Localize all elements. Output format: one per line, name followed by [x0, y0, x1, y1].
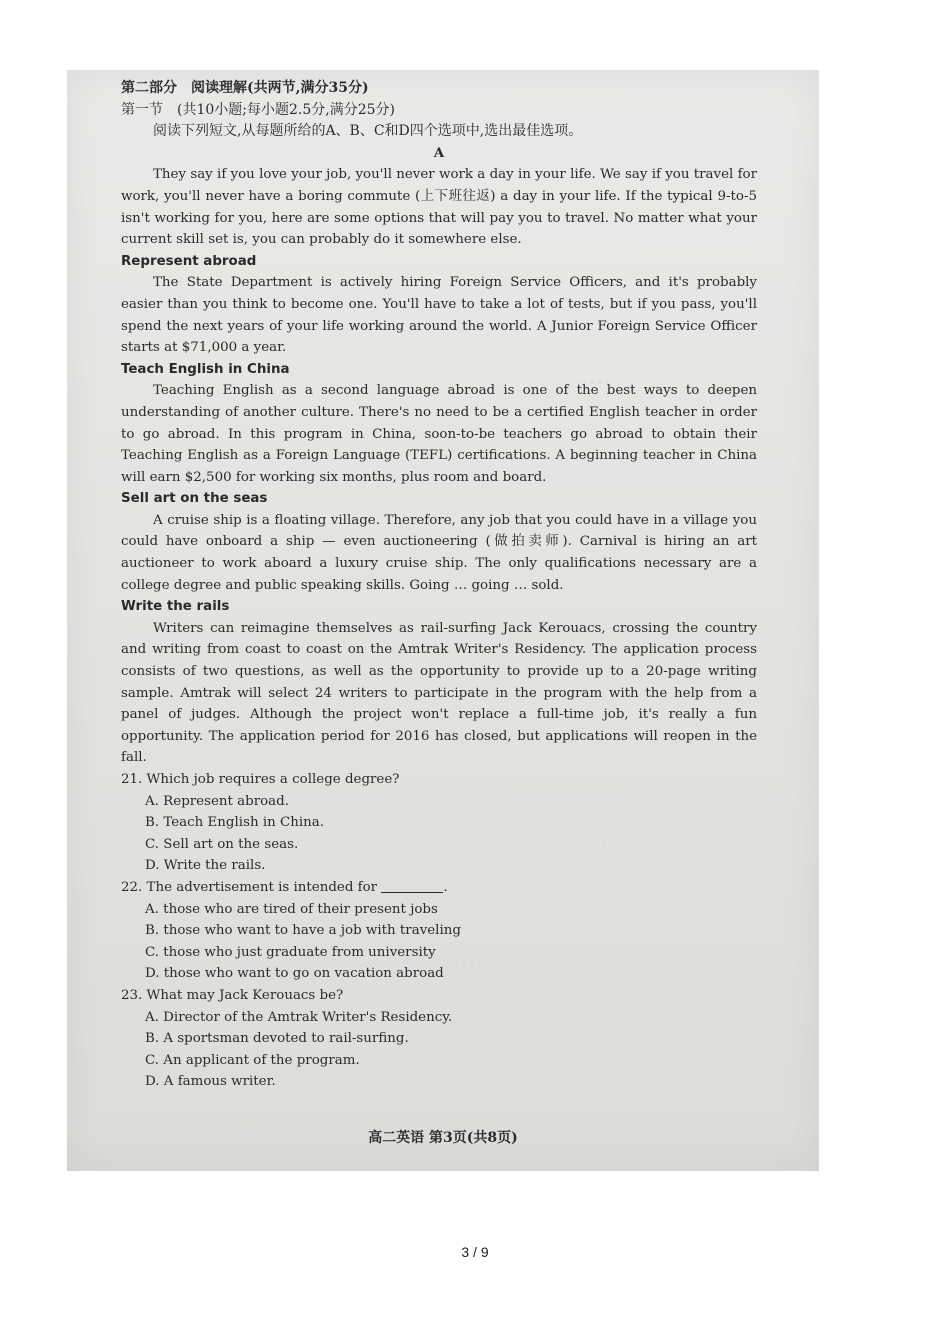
page-number: 3 / 9 [461, 1244, 489, 1260]
option-21c[interactable]: C. Sell art on the seas. [145, 836, 299, 852]
question-23: 23. What may Jack Kerouacs be? [121, 987, 344, 1003]
section-text-write: Writers can reimagine themselves as rail-surfing Jack Kerouacs, crossing the country and writing from coast to coast on the Amtrak Writer's Residency. The application process consists of two questions, as well as the opportunity to provide up to a 20-page writing sample. Amtrak will select 24 writers to participate in the program with the help from a panel of judges. Although the project won't replace a full-time job, it's really a fun opportunity. The application period for 2016 has closed, but applications will reopen in the fall. [121, 620, 757, 766]
passage-label: A [433, 144, 445, 161]
option-21b[interactable]: B. Teach English in China. [145, 815, 325, 831]
option-21d[interactable]: D. Write the rails. [145, 858, 266, 874]
section-heading-teach: Teach English in China [121, 361, 290, 377]
section-heading-sell: Sell art on the seas [121, 491, 268, 507]
option-23c[interactable]: C. An applicant of the program. [145, 1052, 360, 1068]
section-text-teach: Teaching English as a second language abroad is one of the best ways to deepen understanding of another culture. There's no need to be a certified English teacher in order to go abroad. In this program in China, soon-to-be teachers go abroad to obtain their Teaching English as a Foreign Language (TEFL) certifications. A beginning teacher in China will earn $2,500 for working six months, plus room and board. [121, 383, 757, 485]
option-22c[interactable]: C. those who just graduate from university [145, 944, 436, 960]
section-heading-represent: Represent abroad [121, 253, 257, 269]
question-22-end: . [443, 879, 448, 895]
scanned-page: . . . . . . . . . . . . . . . . . . . . . . . . . 第二部分 阅读理解(共两节,满分35分) 第一节 (共10小题;每小题2.5分,满分25分) 阅读下列短文,从每题所给的A、B、C和D四个选项中,选出最佳选项。 A They say if you love your job, you'll never work a day in your life. We say if you travel for work, you'll never have a boring commute (上下班往返) a day in your life. If the typical 9-to-5 isn't working for you, here are some options that will pay you to travel. No matter what your current skill set is, you can probably do it somewhere else. Represent abroad The State Department is actively hiring Foreign Service Officers, and it's probably easier than you think to become one. You'll have to take a lot of tests, but if you pass, you'll spend the next years of your life working around the world. A Junior Foreign Service Officer starts at $71,000 a year. Teach English in China Teaching English as a second language abroad is one of the best ways to deepen understanding of another culture. There's no need to be a certified English teacher in order to go abroad. In this program in China, soon-to-be teachers go abroad to obtain their Teaching English as a Foreign Language (TEFL) certifications. A beginning teacher in China will earn $2,500 for working six months, plus room and board. Sell art on the seas A cruise ship is a floating village. Therefore, any job that you could have in a village you could have onboard a ship — even auctioneering (做拍卖师). Carnival is hiring an art auctioneer to work aboard a luxury cruise ship. The only qualifications necessary are a college degree and public speaking skills. Going … going … sold. Write the rails Writers can reimagine themselves as rail-surfing Jack Kerouacs, crossing the country and writing from coast to coast on the Amtrak Writer's Residency. The application process consists of two questions, as well as the opportunity to provide up to a 20-page writing sample. Amtrak will select 24 writers to participate in the program with the help from a panel of judges. Although the project won't replace a full-time job, it's really a fun opportunity. The application period for 2016 has closed, but applications will reopen in the fall. 21. Which job requires a college degree? A. Represent abroad. B. Teach English in China. C. Sell art on the seas. D. Write the rails. 22. The advertisement is intended for . A. those who are tired of their present jobs B. those who want to have a job with traveling C. those who just graduate from university D. those who want to go on vacation abroad 23. What may Jack Kerouacs be? A. Director of the Amtrak Writer's Residency. B. A sportsman devoted to rail-surfing. C. An applicant of the program. D. A famous writer. 高二英语 第3页(共8页) [67, 70, 819, 1171]
question-21: 21. Which job requires a college degree? [121, 772, 400, 787]
option-23a[interactable]: A. Director of the Amtrak Writer's Residency. [145, 1009, 453, 1025]
option-23b[interactable]: B. A sportsman devoted to rail-surfing. [145, 1031, 409, 1047]
answer-blank [381, 878, 443, 893]
part-title: 第一节 (共10小题;每小题2.5分,满分25分) [121, 101, 395, 118]
option-22b[interactable]: B. those who want to have a job with traveling [145, 923, 461, 939]
option-22d[interactable]: D. those who want to go on vacation abroad [145, 966, 444, 982]
option-22a[interactable]: A. those who are tired of their present jobs [145, 901, 438, 917]
passage-intro: They say if you love your job, you'll never work a day in your life. We say if you travel for work, you'll never have a boring commute (上下班往返) a day in your life. If the typical 9-to-5 isn't working for you, here are some options that will pay you to travel. No matter what your current skill set is, you can probably do it somewhere else. [121, 167, 757, 248]
section-text-represent: The State Department is actively hiring Foreign Service Officers, and it's probably easier than you think to become one. You'll have to take a lot of tests, but if you pass, you'll spend the next years of your life working around the world. A Junior Foreign Service Officer starts at $71,000 a year. [121, 275, 757, 356]
page-content [121, 78, 757, 1093]
option-21a[interactable]: A. Represent abroad. [145, 793, 289, 809]
instruction: 阅读下列短文,从每题所给的A、B、C和D四个选项中,选出最佳选项。 [153, 123, 583, 140]
option-23d[interactable]: D. A famous writer. [145, 1074, 276, 1090]
question-22 [121, 877, 757, 899]
section-title: 第二部分 阅读理解(共两节,满分35分) [121, 80, 369, 96]
section-heading-write: Write the rails [121, 599, 230, 615]
section-text-sell: A cruise ship is a floating village. Therefore, any job that you could have in a village you could have onboard a ship — even auctioneering (做拍卖师). Carnival is hiring an art auctioneer to work aboard a luxury cruise ship. The only qualifications necessary are a college degree and public speaking skills. Going … going … sold. [121, 512, 757, 593]
page-footer: 高二英语 第3页(共8页) [368, 1130, 518, 1146]
question-22-stem: 22. The advertisement is intended for [121, 879, 378, 895]
